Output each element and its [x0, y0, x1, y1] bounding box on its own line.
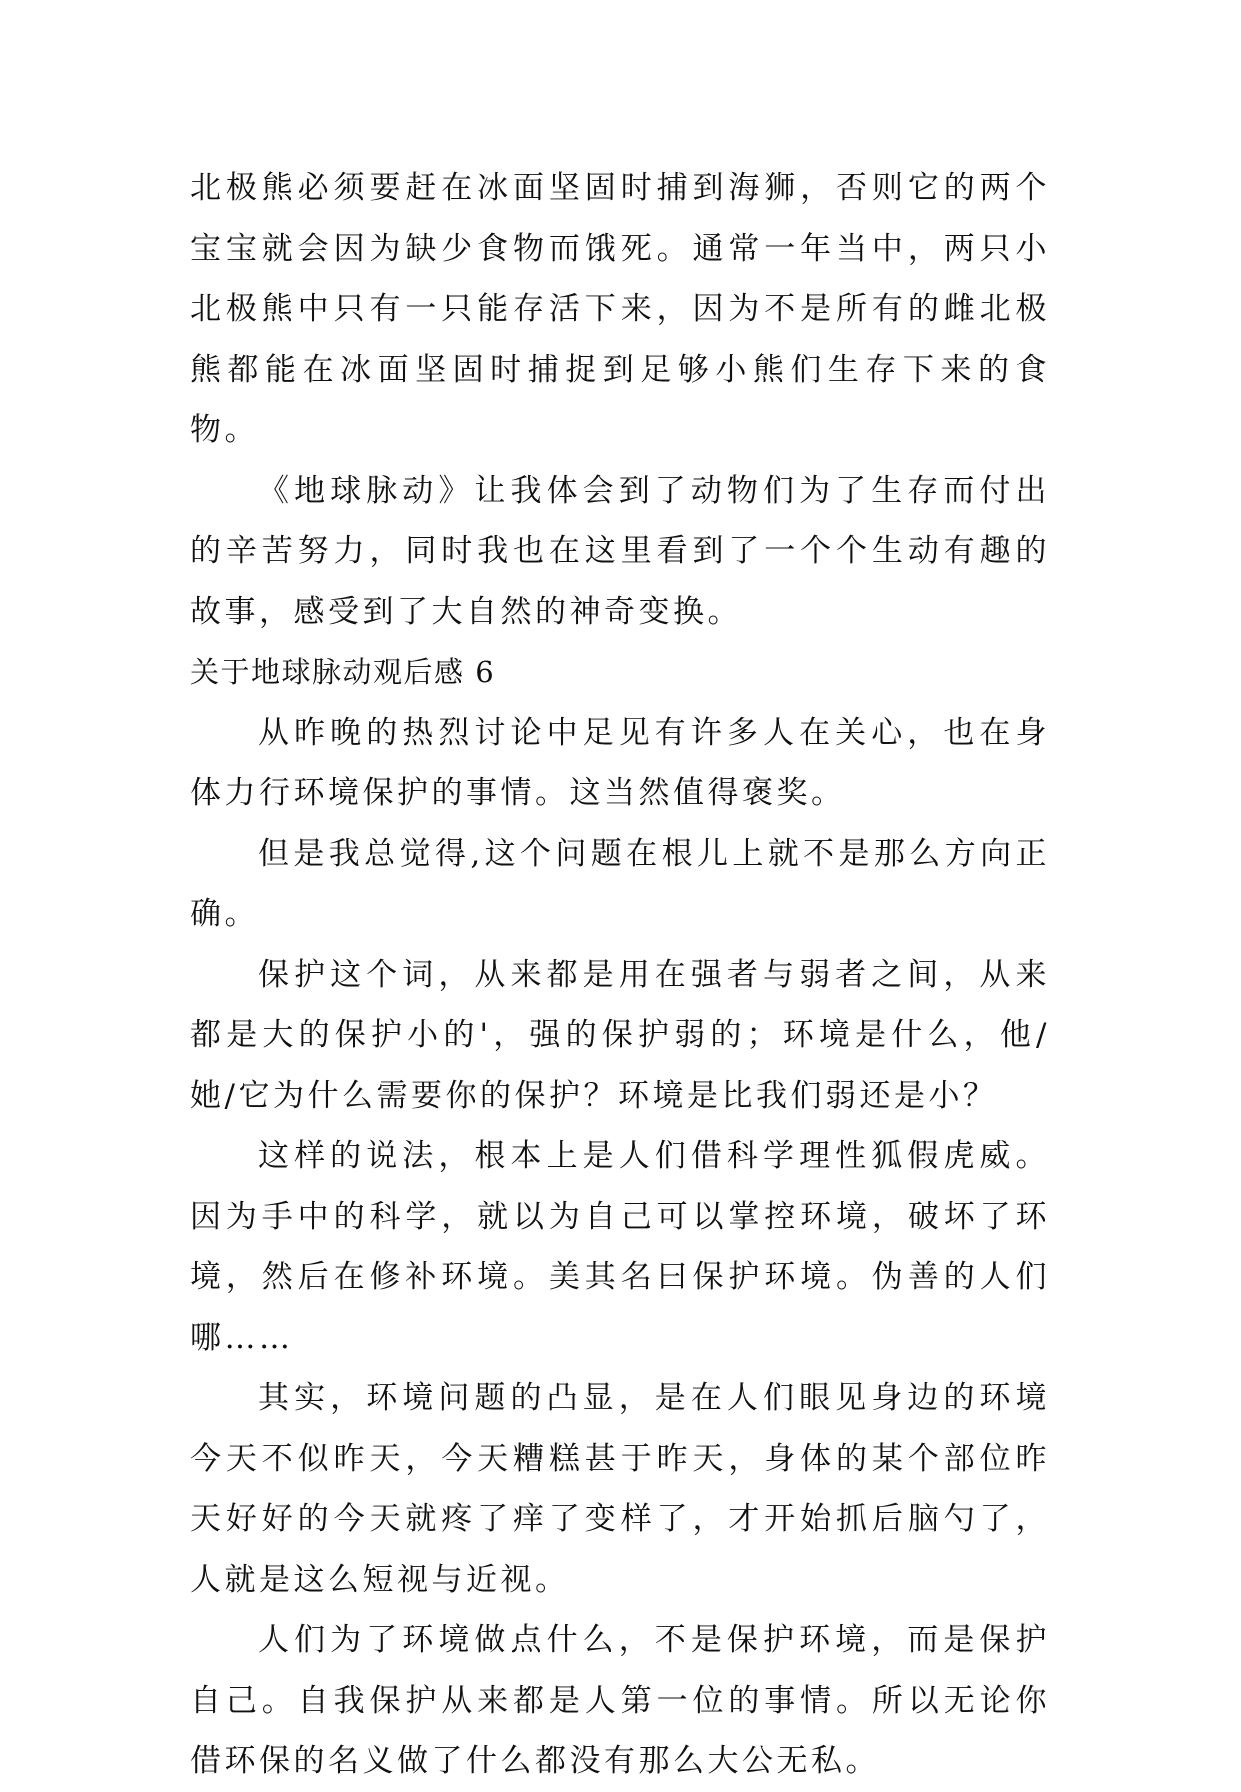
paragraph-direction: 但是我总觉得,这个问题在根儿上就不是那么方向正确。	[190, 835, 1050, 932]
paragraph-protection-meaning: 保护这个词，从来都是用在强者与弱者之间，从来都是大的保护小的'，强的保护弱的；环境是什么，他/她/它为什么需要你的保护？环境是比我们弱还是小？	[190, 956, 1050, 1114]
paragraph-discussion: 从昨晚的热烈讨论中足见有许多人在关心，也在身体力行环境保护的事情。这当然值得褒奖。	[190, 714, 1050, 811]
paragraph-polar-bear: 北极熊必须要赶在冰面坚固时捕到海狮，否则它的两个宝宝就会因为缺少食物而饿死。通常一年当中，两只小北极熊中只有一只能存活下来，因为不是所有的雌北极熊都能在冰面坚固时捕捉到足够小熊们生存下来的食物。	[190, 170, 1050, 448]
document-body	[190, 158, 1050, 1792]
section-title: 关于地球脉动观后感 6	[190, 655, 496, 689]
paragraph-science-hypocrisy: 这样的说法，根本上是人们借科学理性狐假虎威。因为手中的科学，就以为自己可以掌控环境，破坏了环境，然后在修补环境。美其名曰保护环境。伪善的人们哪……	[190, 1138, 1050, 1356]
paragraph-planet-earth-reflection: 《地球脉动》让我体会到了动物们为了生存而付出的辛苦努力，同时我也在这里看到了一个个生动有趣的故事，感受到了大自然的神奇变换。	[190, 472, 1050, 630]
paragraph-shortsighted: 其实，环境问题的凸显，是在人们眼见身边的环境今天不似昨天，今天糟糕甚于昨天，身体的某个部位昨天好好的今天就疼了痒了变样了，才开始抓后脑勺了，人就是这么短视与近视。	[190, 1380, 1050, 1598]
paragraph-self-protection: 人们为了环境做点什么，不是保护环境，而是保护自己。自我保护从来都是人第一位的事情。所以无论你借环保的名义做了什么都没有那么大公无私。	[190, 1622, 1050, 1779]
